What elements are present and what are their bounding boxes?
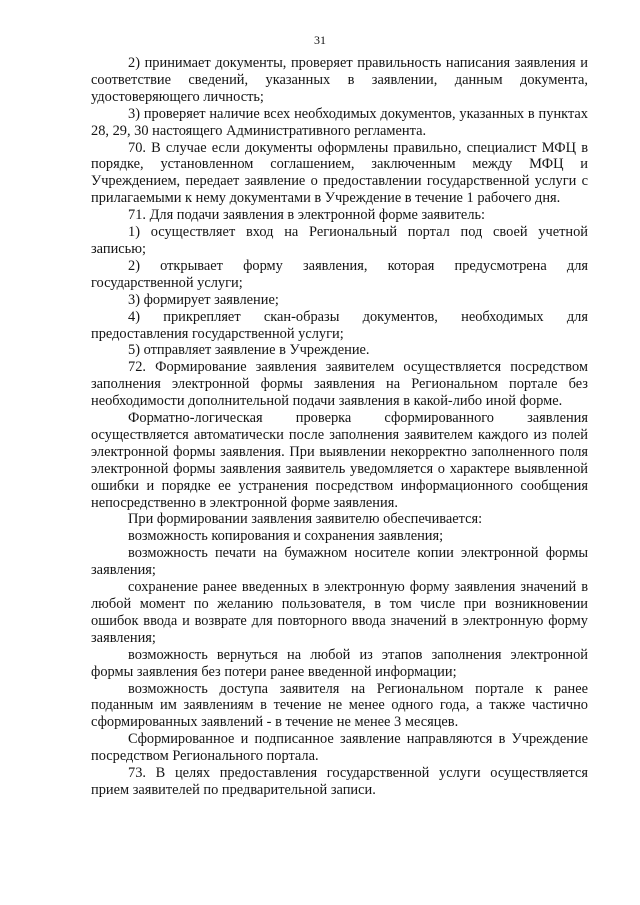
paragraph-73: 73. В целях предоставления государственной услуги осуществляется прием заявителей по предварительной записи. — [91, 765, 588, 798]
paragraph-feature-return: возможность вернуться на любой из этапов заполнения электронной формы заявления без потери ранее введенной информации; — [91, 646, 588, 680]
paragraph-feature-copy: возможность копирования и сохранения заявления; — [128, 528, 444, 545]
paragraph-72: 72. Формирование заявления заявителем осуществляется посредством заполнения электронной формы заявления на Региональном портале без необходимости дополнительной подачи заявления в какой-либо иной форме. — [91, 359, 588, 410]
paragraph-item-3: 3) проверяет наличие всех необходимых документов, указанных в пунктах 28, 29, 30 настоящего Административного регламента. — [91, 105, 588, 139]
paragraph-feature-print: возможность печати на бумажном носителе копии электронной формы заявления; — [91, 545, 588, 579]
paragraph-feature-save: сохранение ранее введенных в электронную форму заявления значений в любой момент по желанию пользователя, в том числе при возникновении ошибок ввода и возврате для повторного ввода значений в электронную форму заявления; — [91, 579, 588, 646]
paragraph-71-item-1: 1) осуществляет вход на Региональный портал под своей учетной записью; — [91, 224, 588, 257]
paragraph-item-2: 2) принимает документы, проверяет правильность написания заявления и соответствие сведений, указанных в заявлении, данным документа, удостоверяющего личность; — [91, 55, 588, 105]
paragraph-71-item-4: 4) прикрепляет скан-образы документов, необходимых для предоставления государственной услуги; — [91, 308, 588, 342]
paragraph-sent-via-portal: Сформированное и подписанное заявление направляются в Учреждение посредством Регионального портала. — [91, 731, 588, 765]
paragraph-provided-features: При формировании заявления заявителю обеспечивается: — [128, 511, 483, 528]
paragraph-70: 70. В случае если документы оформлены правильно, специалист МФЦ в порядке, установленном соглашением, заключенным между МФЦ и Учреждением, передает заявление о предоставлении государственной услуги с прилагаемыми к нему документами в Учреждение в течение 1 рабочего дня. — [91, 139, 588, 207]
paragraph-feature-access: возможность доступа заявителя на Региональном портале к ранее поданным им заявлениям в течение не менее одного года, а также частично сформированных заявлений - в течение не менее 3 месяцев. — [91, 680, 588, 731]
paragraph-71-item-5: 5) отправляет заявление в Учреждение. — [128, 342, 370, 359]
paragraph-71-item-2: 2) открывает форму заявления, которая предусмотрена для государственной услуги; — [91, 257, 588, 291]
paragraph-format-check: Форматно-логическая проверка сформированного заявления осуществляется автоматически после заполнения заявителем каждого из полей электронной формы заявления. При выявлении некорректно заполненного поля электронной формы заявления заявитель уведомляется о характере выявленной ошибки и порядке ее устранения посредством информационного сообщения непосредственно в электронной форме заявления. — [91, 410, 588, 511]
document-body — [91, 55, 588, 799]
paragraph-71-item-3: 3) формирует заявление; — [128, 291, 279, 308]
paragraph-71: 71. Для подачи заявления в электронной форме заявитель: — [128, 207, 486, 224]
page-number: 31 — [314, 33, 326, 47]
